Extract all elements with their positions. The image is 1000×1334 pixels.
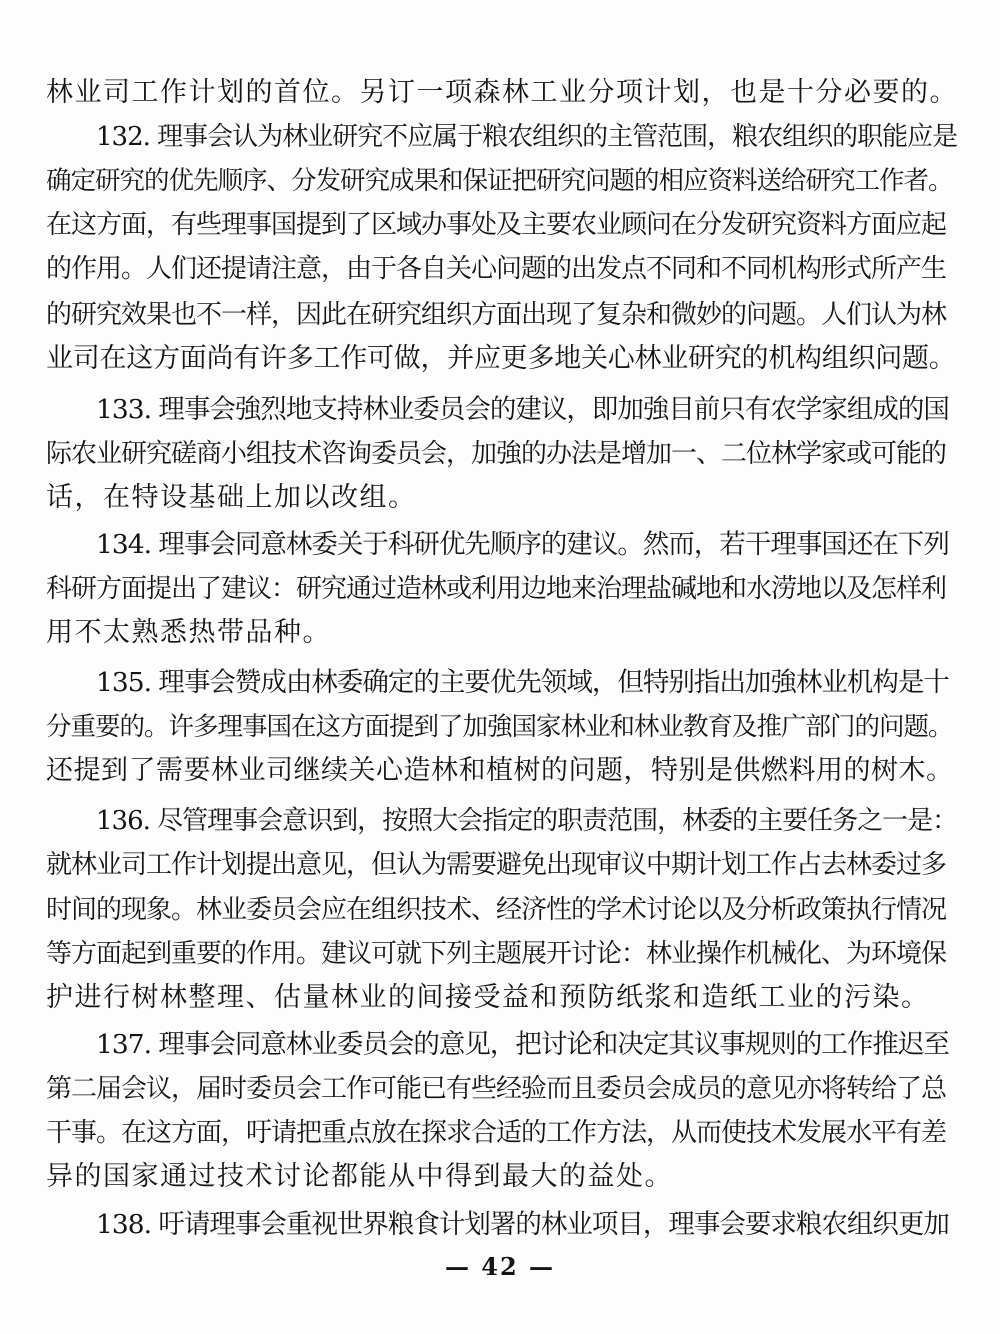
text-line: 护进行树林整理、估量林业的间接受益和预防纸浆和造纸工业的污染。 — [46, 982, 930, 1013]
text-line: 用不太熟悉热带品种。 — [46, 617, 331, 648]
paragraph-137-start: 137. 理事会同意林业委员会的意见，把讨论和决定其议事规则的工作推迟至 — [96, 1029, 949, 1060]
text-line: 的作用。人们还提请注意，由于各自关心问题的出发点不同和不同机构形式所产生 — [46, 254, 947, 284]
text-line: 际农业研究磋商小组技术咨询委员会，加強的办法是增加一、二位林学家或可能的 — [46, 439, 947, 469]
paragraph-138-start: 138. 吁请理事会重视世界粮食计划署的林业项目，理事会要求粮农组织更加 — [96, 1209, 949, 1240]
text-line: 就林业司工作计划提出意见，但认为需要避免出现审议中期计划工作占去林委过多 — [46, 850, 947, 880]
text-line: 业司在这方面尚有许多工作可做，并应更多地关心林业研究的机构组织问题。 — [46, 343, 956, 374]
paragraph-135-start: 135. 理事会赞成由林委确定的主要优先领域，但特别指出加強林业机构是十 — [96, 667, 949, 698]
text-line: 分重要的。许多理事国在这方面提到了加強国家林业和林业教育及推广部门的问题。 — [46, 712, 953, 742]
text-line: 异的国家通过技术讨论都能从中得到最大的益处。 — [46, 1161, 673, 1192]
text-line: 话，在特设基础上加以改组。 — [46, 482, 417, 513]
paragraph-133-start: 133. 理事会強烈地支持林业委员会的建议，即加強目前只有农学家组成的国 — [96, 394, 949, 425]
text-line: 科研方面提出了建议：研究通过造林或利用边地来治理盐碱地和水涝地以及怎样利 — [46, 574, 947, 604]
text-line: 时间的现象。林业委员会应在组织技术、经济性的学术讨论以及分析政策执行情况 — [46, 895, 947, 925]
text-line: 干事。在这方面，吁请把重点放在探求合适的工作方法，从而使技术发展水平有差 — [46, 1118, 947, 1148]
paragraph-132-start: 132. 理事会认为林业研究不应属于粮农组织的主管范围，粮农组织的职能应是 — [96, 122, 958, 152]
text-line: 还提到了需要林业司继续关心造林和植树的问题，特别是供燃料用的树木。 — [46, 755, 954, 786]
text-line: 等方面起到重要的作用。建议可就下列主题展开讨论：林业操作机械化、为环境保 — [46, 939, 947, 969]
text-line: 的研究效果也不一样，因此在研究组织方面出现了复杂和微妙的问题。人们认为林 — [46, 300, 947, 330]
page-number: — 42 — — [444, 1252, 556, 1281]
text-line: 确定研究的优先顺序、分发研究成果和保证把研究问题的相应资料送给研究工作者。 — [46, 166, 953, 196]
text-line: 在这方面，有些理事国提到了区域办事处及主要农业顾问在分发研究资料方面应起 — [46, 210, 947, 240]
paragraph-136-start: 136. 尽管理事会意识到，按照大会指定的职责范围，林委的主要任务之一是： — [96, 806, 958, 836]
text-line: 第二届会议，届时委员会工作可能已有些经验而且委员会成员的意见亦将转给了总 — [46, 1074, 947, 1104]
paragraph-134-start: 134. 理事会同意林委关于科研优先顺序的建议。然而，若干理事国还在下列 — [96, 529, 949, 560]
text-line: 林业司工作计划的首位。另订一项森林工业分项计划，也是十分必要的。 — [46, 77, 958, 108]
